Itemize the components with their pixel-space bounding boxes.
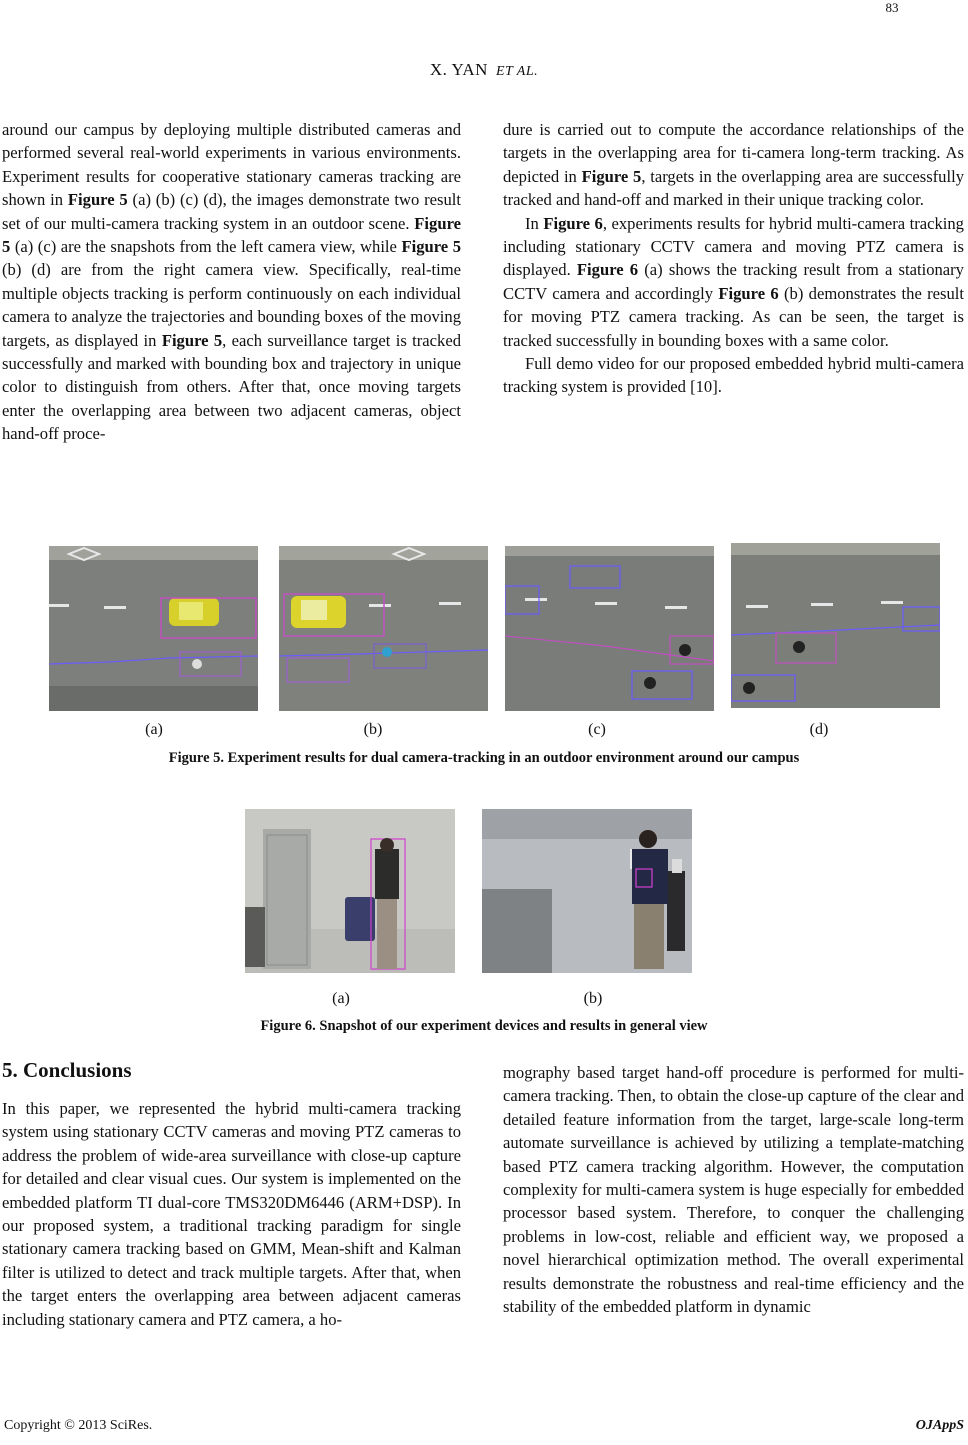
text-column-right-top bbox=[503, 118, 964, 399]
figure5-label-c: (c) bbox=[588, 721, 606, 738]
figure5-caption: Figure 5. Experiment results for dual camera-tracking in an outdoor environment around our campus bbox=[168, 750, 800, 766]
text-column-left-top bbox=[2, 118, 461, 446]
page-number: 83 bbox=[885, 0, 899, 15]
figure-reference: Figure 5 bbox=[401, 237, 461, 257]
section-heading-conclusions: 5. Conclusions bbox=[2, 1058, 132, 1082]
figure5-label-d: (d) bbox=[809, 721, 829, 738]
figure6-image-a bbox=[245, 809, 455, 973]
text-column-right-bottom bbox=[503, 1061, 964, 1318]
figure-reference: Figure 6 bbox=[576, 260, 639, 280]
figure6-label-b: (b) bbox=[583, 990, 603, 1007]
author-name: X. YAN bbox=[429, 60, 488, 79]
figure6-label-a: (a) bbox=[332, 990, 350, 1007]
figure6-image-b bbox=[482, 809, 692, 973]
figure5-image-c bbox=[505, 546, 714, 711]
paragraph: In Figure 6, experiments results for hybrid multi-camera tracking including stationary CCTV camera and moving PTZ camera is displayed. Figure 6 (a) shows the tracking result from a stationary CCTV camera and accordingly Figure 6 (b) demonstrates the result for moving PTZ camera tracking. As can be seen, the target is tracked successfully in bounding boxes with a same color. bbox=[503, 213, 964, 350]
paragraph: around our campus by deploying multiple distributed cameras and performed several real-world experiments in various environments. Experiment results for cooperative stationary cameras tracking are shown in Figure 5 (a) (b) (c) (d), the images demonstrate two result set of our multi-camera tracking system in an outdoor scene. Figure 5 (a) (c) are the snapshots from the left camera view, while Figure 5 (b) (d) are from the right camera view. Specifically, real-time multiple objects tracking is perform continuously on each individual camera to analyze the trajectories and bounding boxes of the moving targets, as displayed in Figure 5, each surveillance target is tracked successfully and marked with bounding box and trajectory in unique color to distinguish from others. After that, once moving targets enter the overlapping area between two adjacent cameras, object hand-off proce- bbox=[2, 120, 461, 444]
figure5-image-d bbox=[731, 543, 940, 708]
text-column-left-bottom bbox=[2, 1097, 461, 1331]
figure5-image-a bbox=[49, 546, 258, 711]
figure-reference: Figure 6 bbox=[718, 283, 779, 303]
figure-reference: Figure 5 bbox=[581, 166, 642, 186]
copyright-notice: Copyright © 2013 SciRes. bbox=[4, 1418, 153, 1433]
figure-reference: Figure 5 bbox=[2, 213, 461, 257]
running-header bbox=[0, 60, 968, 80]
paragraph: dure is carried out to compute the accordance relationships of the targets in the overlapping area for ti-camera long-term tracking. As depicted in Figure 5, targets in the overlapping area are successfully tracked and hand-off and marked in their unique tracking color. bbox=[503, 120, 964, 210]
figure5-label-a: (a) bbox=[145, 721, 163, 738]
paragraph: mography based target hand-off procedure is performed for multi-camera tracking. Then, to obtain the close-up capture of the clear and detailed feature information from the target, large-scale long-term automate surveillance is achieved by utilizing a template-matching based PTZ camera tracking algorithm. However, the computation complexity for multi-camera system is huge especially for embedded processor based system. Therefore, to conquer the challenging problems in low-cost, reliable and efficient way, we proposed a novel hierarchical optimization method. The overall experimental results demonstrate the robustness and real-time efficiency and the stability of the embedded platform in dynamic bbox=[503, 1063, 964, 1317]
et-al: ET AL. bbox=[495, 64, 539, 79]
journal-name: OJAppS bbox=[915, 1418, 964, 1433]
paragraph: Full demo video for our proposed embedded hybrid multi-camera tracking system is provided [10]. bbox=[503, 354, 964, 397]
figure5-label-b: (b) bbox=[363, 721, 383, 738]
figure-reference: Figure 5 bbox=[161, 330, 223, 350]
paragraph: In this paper, we represented the hybrid multi-camera tracking system using stationary CCTV cameras and moving PTZ cameras to address the problem of wide-area surveillance with close-up capture for detailed and clear visual cues. Our system is implemented on the embedded platform TI dual-core TMS320DM6446 (ARM+DSP). In our proposed system, a traditional tracking paradigm for single stationary camera tracking based on GMM, Mean-shift and Kalman filter is utilized to detect and track multiple targets. After that, when the target enters the overlapping area between adjacent cameras including stationary camera and PTZ camera, a ho- bbox=[2, 1099, 461, 1329]
figure5-image-b bbox=[279, 546, 488, 711]
figure-reference: Figure 5 bbox=[67, 190, 128, 210]
figure-reference: Figure 6 bbox=[543, 213, 603, 233]
figure6-caption: Figure 6. Snapshot of our experiment devices and results in general view bbox=[260, 1018, 708, 1034]
